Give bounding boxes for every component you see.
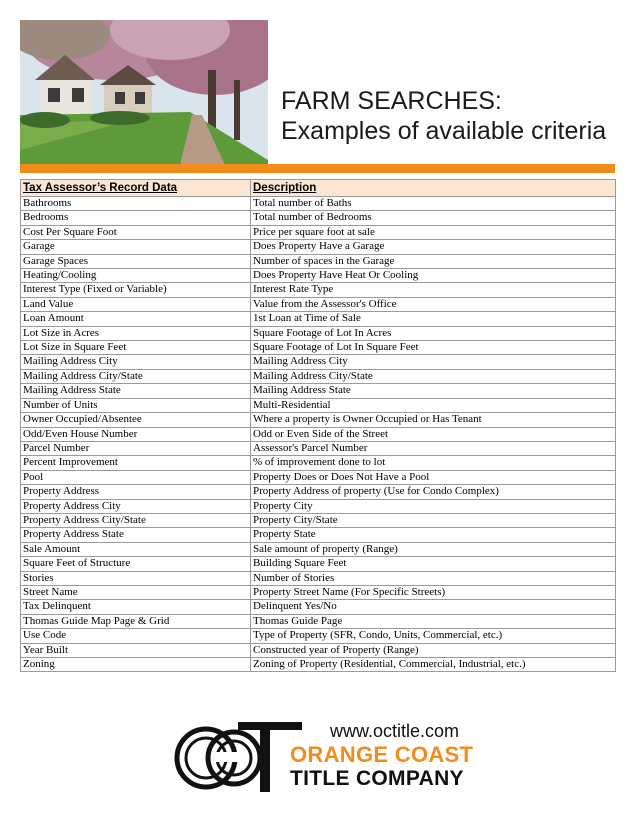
- header-photo: [20, 20, 268, 165]
- table-row: [21, 470, 616, 484]
- table-row: [21, 485, 616, 499]
- description-cell: % of improvement done to lot: [251, 456, 616, 470]
- record-data-cell: Pool: [21, 470, 251, 484]
- table-row: [21, 513, 616, 527]
- description-cell: Number of spaces in the Garage: [251, 254, 616, 268]
- description-cell: Assessor's Parcel Number: [251, 441, 616, 455]
- table-row: [21, 341, 616, 355]
- table-row: [21, 326, 616, 340]
- table-row: [21, 571, 616, 585]
- record-data-cell: Odd/Even House Number: [21, 427, 251, 441]
- record-data-cell: Land Value: [21, 297, 251, 311]
- table-row: [21, 643, 616, 657]
- company-url: www.octitle.com: [330, 721, 460, 741]
- company-name-line-2: TITLE COMPANY: [290, 767, 464, 790]
- record-data-cell: Square Feet of Structure: [21, 557, 251, 571]
- description-cell: Price per square foot at sale: [251, 225, 616, 239]
- description-cell: Sale amount of property (Range): [251, 542, 616, 556]
- description-cell: Mailing Address City: [251, 355, 616, 369]
- description-cell: Property State: [251, 528, 616, 542]
- table-row: [21, 528, 616, 542]
- description-cell: Does Property Have a Garage: [251, 240, 616, 254]
- table-row: [21, 283, 616, 297]
- record-data-cell: Number of Units: [21, 398, 251, 412]
- table-row: [21, 557, 616, 571]
- description-cell: 1st Loan at Time of Sale: [251, 312, 616, 326]
- record-data-cell: Percent Improvement: [21, 456, 251, 470]
- record-data-cell: Sale Amount: [21, 542, 251, 556]
- table-row: [21, 456, 616, 470]
- description-cell: Does Property Have Heat Or Cooling: [251, 269, 616, 283]
- table-header-row: [21, 180, 616, 197]
- record-data-cell: Owner Occupied/Absentee: [21, 413, 251, 427]
- record-data-cell: Stories: [21, 571, 251, 585]
- record-data-cell: Mailing Address State: [21, 384, 251, 398]
- record-data-cell: Property Address State: [21, 528, 251, 542]
- record-data-cell: Use Code: [21, 629, 251, 643]
- description-cell: Property City: [251, 499, 616, 513]
- description-cell: Constructed year of Property (Range): [251, 643, 616, 657]
- description-cell: Number of Stories: [251, 571, 616, 585]
- table-row: [21, 585, 616, 599]
- title-line-1: FARM SEARCHES:: [281, 87, 502, 115]
- table-row: [21, 658, 616, 672]
- record-data-cell: Tax Delinquent: [21, 600, 251, 614]
- company-logo: [172, 718, 472, 796]
- table-row: [21, 413, 616, 427]
- record-data-cell: Property Address City/State: [21, 513, 251, 527]
- record-data-cell: Lot Size in Square Feet: [21, 341, 251, 355]
- description-cell: Zoning of Property (Residential, Commercial, Industrial, etc.): [251, 658, 616, 672]
- table-row: [21, 542, 616, 556]
- record-data-cell: Mailing Address City: [21, 355, 251, 369]
- column-header-description: Description: [251, 180, 616, 197]
- table-row: [21, 312, 616, 326]
- description-cell: Total number of Baths: [251, 197, 616, 211]
- record-data-cell: Mailing Address City/State: [21, 369, 251, 383]
- table-row: [21, 369, 616, 383]
- criteria-table: [20, 179, 616, 672]
- description-cell: Property Street Name (For Specific Streets): [251, 585, 616, 599]
- record-data-cell: Garage Spaces: [21, 254, 251, 268]
- description-cell: Value from the Assessor's Office: [251, 297, 616, 311]
- description-cell: Multi-Residential: [251, 398, 616, 412]
- description-cell: Property Does or Does Not Have a Pool: [251, 470, 616, 484]
- record-data-cell: Cost Per Square Foot: [21, 225, 251, 239]
- record-data-cell: Lot Size in Acres: [21, 326, 251, 340]
- table-row: [21, 427, 616, 441]
- record-data-cell: Thomas Guide Map Page & Grid: [21, 614, 251, 628]
- oct-logo-mark: [172, 718, 302, 796]
- record-data-cell: Street Name: [21, 585, 251, 599]
- record-data-cell: Property Address: [21, 485, 251, 499]
- description-cell: Thomas Guide Page: [251, 614, 616, 628]
- table-row: [21, 211, 616, 225]
- record-data-cell: Year Built: [21, 643, 251, 657]
- record-data-cell: Interest Type (Fixed or Variable): [21, 283, 251, 297]
- table-row: [21, 254, 616, 268]
- street-scene-image: [20, 20, 268, 165]
- table-row: [21, 297, 616, 311]
- description-cell: Mailing Address State: [251, 384, 616, 398]
- record-data-cell: Parcel Number: [21, 441, 251, 455]
- description-cell: Square Footage of Lot In Square Feet: [251, 341, 616, 355]
- company-name-line-1: ORANGE COAST: [290, 742, 474, 767]
- page-title: [281, 86, 621, 146]
- description-cell: Property City/State: [251, 513, 616, 527]
- table-row: [21, 355, 616, 369]
- table-row: [21, 600, 616, 614]
- description-cell: Delinquent Yes/No: [251, 600, 616, 614]
- table-row: [21, 197, 616, 211]
- table-row: [21, 225, 616, 239]
- record-data-cell: Heating/Cooling: [21, 269, 251, 283]
- column-header-record-data: Tax Assessor’s Record Data: [21, 180, 251, 197]
- record-data-cell: Bedrooms: [21, 211, 251, 225]
- record-data-cell: Zoning: [21, 658, 251, 672]
- description-cell: Odd or Even Side of the Street: [251, 427, 616, 441]
- description-cell: Building Square Feet: [251, 557, 616, 571]
- description-cell: Mailing Address City/State: [251, 369, 616, 383]
- table-row: [21, 614, 616, 628]
- description-cell: Interest Rate Type: [251, 283, 616, 297]
- description-cell: Type of Property (SFR, Condo, Units, Commercial, etc.): [251, 629, 616, 643]
- table-row: [21, 384, 616, 398]
- record-data-cell: Loan Amount: [21, 312, 251, 326]
- record-data-cell: Property Address City: [21, 499, 251, 513]
- title-line-2: Examples of available criteria: [281, 117, 607, 145]
- table-row: [21, 441, 616, 455]
- accent-divider: [20, 164, 615, 173]
- table-row: [21, 398, 616, 412]
- table-row: [21, 240, 616, 254]
- description-cell: Where a property is Owner Occupied or Has Tenant: [251, 413, 616, 427]
- description-cell: Square Footage of Lot In Acres: [251, 326, 616, 340]
- table-body: [21, 197, 616, 672]
- record-data-cell: Bathrooms: [21, 197, 251, 211]
- table-row: [21, 269, 616, 283]
- description-cell: Property Address of property (Use for Condo Complex): [251, 485, 616, 499]
- table-row: [21, 629, 616, 643]
- record-data-cell: Garage: [21, 240, 251, 254]
- description-cell: Total number of Bedrooms: [251, 211, 616, 225]
- table-row: [21, 499, 616, 513]
